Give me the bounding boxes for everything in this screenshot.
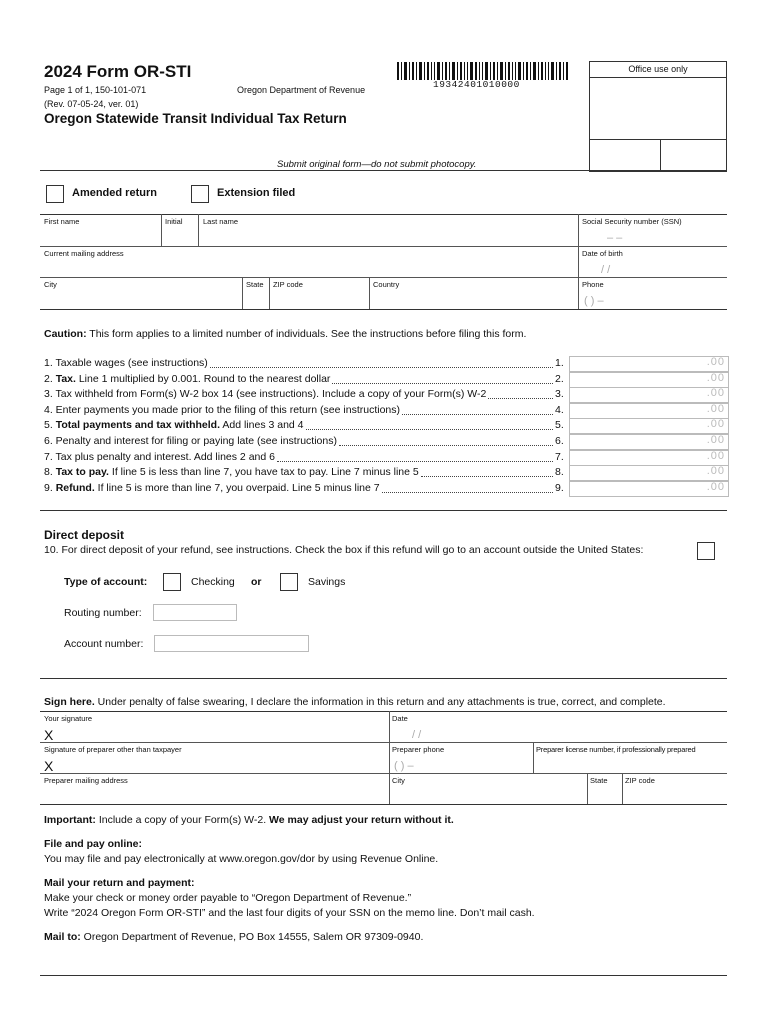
line-1-amount-value: .00	[706, 356, 725, 368]
your-signature-label: Your signature	[44, 714, 93, 723]
line-3-leader	[488, 398, 553, 399]
preparer-signature-field[interactable]	[40, 743, 389, 773]
line-1-number: 1.	[555, 357, 564, 369]
agency-name: Oregon Department of Revenue	[237, 85, 366, 95]
mail-heading: Mail your return and payment:	[44, 877, 195, 889]
important-bold-text: We may adjust your return without it.	[269, 814, 454, 826]
line-4-text	[44, 404, 400, 416]
line-2-number: 2.	[555, 373, 564, 385]
savings-checkbox[interactable]	[280, 573, 298, 591]
line-7-amount-input[interactable]	[569, 450, 729, 466]
preparer-city-label: City	[392, 776, 405, 785]
file-pay-heading: File and pay online:	[44, 838, 143, 850]
line-bold-part: Refund.	[55, 482, 95, 494]
line-bold-part: Total payments and tax withheld.	[55, 419, 221, 431]
preparer-license-field[interactable]	[534, 743, 727, 773]
signature-date-field[interactable]	[390, 712, 727, 742]
line-3-text	[44, 388, 486, 400]
last-name-field[interactable]	[199, 215, 578, 245]
line-6-text	[44, 435, 337, 447]
line-rest-part: If line 5 is more than line 7, you overpaid. Line 5 minus line 7	[94, 482, 380, 494]
line-9-amount-value: .00	[706, 481, 725, 493]
line-2-leader	[332, 383, 553, 384]
line-5-text	[44, 419, 304, 431]
office-use-label: Office use only	[628, 64, 688, 74]
city-label: City	[44, 280, 57, 289]
preparer-address-label: Preparer mailing address	[44, 776, 128, 785]
office-use-box	[589, 61, 727, 172]
outside-us-checkbox[interactable]	[697, 542, 715, 560]
line-text-part: 8.	[44, 466, 56, 478]
important-label: Important:	[44, 814, 96, 826]
ssn-label: Social Security number (SSN)	[582, 217, 682, 226]
barcode-number: 19342401010000	[433, 79, 520, 90]
line-5-amount-value: .00	[706, 418, 725, 430]
mailing-address-label: Current mailing address	[44, 249, 124, 258]
line-4-amount-input[interactable]	[569, 403, 729, 419]
line-5-leader	[306, 429, 553, 430]
preparer-x-mark: X	[44, 758, 54, 774]
line-5-number: 5.	[555, 419, 564, 431]
preparer-signature-label: Signature of preparer other than taxpayer	[44, 745, 182, 754]
line-text-part: 2.	[44, 373, 56, 385]
line-9-leader	[382, 492, 553, 493]
extension-filed-checkbox[interactable]	[191, 185, 209, 203]
line-2-text	[44, 373, 330, 385]
line-6-number: 6.	[555, 435, 564, 447]
line-text-part: 4. Enter payments you made prior to the filing of this return (see instructions)	[44, 404, 401, 416]
important-text: Include a copy of your Form(s) W-2.	[95, 814, 270, 826]
line-8-amount-value: .00	[706, 465, 725, 477]
account-number-input[interactable]	[154, 635, 309, 652]
phone-field[interactable]	[579, 278, 727, 308]
mail-to-address: Oregon Department of Revenue, PO Box 14555, Salem OR 97309-0940.	[80, 931, 424, 943]
signature-date-label: Date	[392, 714, 408, 723]
line-9-number: 9.	[555, 482, 564, 494]
line-4-leader	[402, 414, 553, 415]
preparer-zip-label: ZIP code	[625, 776, 655, 785]
ssn-field[interactable]	[579, 215, 727, 245]
phone-placeholder: ( ) –	[584, 295, 604, 307]
line-3-amount-input[interactable]	[569, 387, 729, 403]
or-label: or	[251, 576, 262, 588]
line-3-amount-value: .00	[706, 387, 725, 399]
line-8-leader	[421, 476, 553, 477]
line-rest-part: Add lines 3 and 4	[220, 419, 304, 431]
line-text-part: 5.	[44, 419, 56, 431]
revision-info: (Rev. 07-05-24, ver. 01)	[44, 99, 139, 109]
first-name-field[interactable]	[40, 215, 161, 245]
line-7-text	[44, 451, 275, 463]
routing-number-input[interactable]	[153, 604, 237, 621]
preparer-phone-label: Preparer phone	[392, 745, 445, 754]
zip-code-field[interactable]	[270, 278, 369, 308]
line-1-leader	[210, 367, 553, 368]
line-8-number: 8.	[555, 466, 564, 478]
line-8-amount-input[interactable]	[569, 465, 729, 481]
line-10-text: 10. For direct deposit of your refund, see instructions. Check the box if this refund will go to an account outside the United States:	[44, 544, 644, 556]
preparer-state-label: State	[590, 776, 608, 785]
line-bold-part: Tax.	[55, 373, 76, 385]
line-text-part: 7. Tax plus penalty and interest. Add lines 2 and 6	[44, 451, 275, 463]
form-title: 2024 Form OR-STI	[44, 62, 192, 81]
country-label: Country	[373, 280, 400, 289]
preparer-state-field[interactable]	[588, 774, 622, 804]
mail-line-2: Write “2024 Oregon Form OR-STI” and the last four digits of your SSN on the memo line. Don’t mail cash.	[44, 907, 535, 919]
page-info: Page 1 of 1, 150-101-071	[44, 85, 147, 95]
date-of-birth-label: Date of birth	[582, 249, 623, 258]
checking-label: Checking	[191, 576, 235, 588]
amended-return-checkbox[interactable]	[46, 185, 64, 203]
mailing-address-field[interactable]	[40, 247, 578, 277]
line-rest-part: Line 1 multiplied by 0.001. Round to the nearest dollar	[75, 373, 331, 385]
sign-here-text: Under penalty of false swearing, I declare the information in this return and any attachments is true, correct, and complete.	[94, 696, 666, 708]
line-text-part: 3. Tax withheld from Form(s) W-2 box 14 (see instructions). Include a copy of your Form(s) W-2	[44, 388, 487, 400]
account-number-label: Account number:	[64, 638, 144, 650]
line-7-number: 7.	[555, 451, 564, 463]
mail-to-label: Mail to:	[44, 931, 81, 943]
date-of-birth-field[interactable]	[579, 247, 727, 277]
line-9-text	[44, 482, 380, 494]
preparer-phone-field[interactable]	[390, 743, 533, 773]
line-rest-part: If line 5 is less than line 7, you have tax to pay. Line 7 minus line 5	[108, 466, 419, 478]
state-field[interactable]	[243, 278, 269, 308]
line-4-amount-value: .00	[706, 403, 725, 415]
line-text-part: 1. Taxable wages (see instructions)	[44, 357, 208, 369]
preparer-license-label: Preparer license number, if professionally prepared	[536, 745, 696, 754]
initial-field[interactable]	[162, 215, 198, 245]
sign-here-statement	[44, 696, 666, 708]
direct-deposit-heading: Direct deposit	[44, 528, 125, 542]
line-text-part: 9.	[44, 482, 56, 494]
routing-number-label: Routing number:	[64, 607, 142, 619]
line-2-amount-value: .00	[706, 372, 725, 384]
amended-return-label: Amended return	[72, 187, 157, 199]
first-name-label: First name	[44, 217, 80, 226]
preparer-zip-field[interactable]	[623, 774, 727, 804]
line-9-amount-input[interactable]	[569, 481, 729, 497]
checking-checkbox[interactable]	[163, 573, 181, 591]
city-field[interactable]	[40, 278, 242, 308]
signature-date-placeholder: / /	[412, 729, 422, 741]
ssn-placeholder: – –	[607, 232, 623, 244]
barcode	[397, 62, 569, 80]
line-8-text	[44, 466, 419, 478]
line-bold-part: Tax to pay.	[55, 466, 109, 478]
preparer-city-field[interactable]	[390, 774, 587, 804]
extension-filed-label: Extension filed	[217, 187, 296, 199]
dob-placeholder: / /	[601, 264, 611, 276]
last-name-label: Last name	[203, 217, 239, 226]
important-note	[44, 814, 454, 826]
line-1-text	[44, 357, 208, 369]
caution-note	[44, 328, 526, 340]
line-7-leader	[277, 461, 553, 462]
state-label: State	[246, 280, 264, 289]
phone-label: Phone	[582, 280, 604, 289]
savings-label: Savings	[308, 576, 346, 588]
line-6-amount-value: .00	[706, 434, 725, 446]
line-text-part: 6. Penalty and interest for filing or paying late (see instructions)	[44, 435, 337, 447]
account-type-label: Type of account:	[64, 576, 148, 588]
line-7-amount-value: .00	[706, 450, 725, 462]
country-field[interactable]	[370, 278, 578, 308]
mail-line-1: Make your check or money order payable to “Oregon Department of Revenue.”	[44, 892, 412, 904]
line-2-amount-input[interactable]	[569, 372, 729, 388]
your-signature-field[interactable]	[40, 712, 389, 742]
line-1-amount-input[interactable]	[569, 356, 729, 372]
preparer-address-field[interactable]	[40, 774, 389, 804]
initial-label: Initial	[165, 217, 183, 226]
mail-to-line	[44, 931, 423, 943]
line-4-number: 4.	[555, 404, 564, 416]
signature-x-mark: X	[44, 727, 54, 743]
line-6-amount-input[interactable]	[569, 434, 729, 450]
line-6-leader	[339, 445, 553, 446]
zip-code-label: ZIP code	[273, 280, 303, 289]
submit-note: Submit original form—do not submit photocopy.	[277, 159, 477, 170]
preparer-phone-placeholder: ( ) –	[394, 760, 414, 772]
form-subtitle: Oregon Statewide Transit Individual Tax Return	[44, 111, 347, 126]
file-pay-text: You may file and pay electronically at www.oregon.gov/dor by using Revenue Online.	[44, 853, 439, 865]
caution-text: This form applies to a limited number of individuals. See the instructions before filing this form.	[86, 328, 527, 340]
line-5-amount-input[interactable]	[569, 418, 729, 434]
line-3-number: 3.	[555, 388, 564, 400]
caution-label: Caution:	[44, 328, 87, 340]
sign-here-label: Sign here.	[44, 696, 95, 708]
